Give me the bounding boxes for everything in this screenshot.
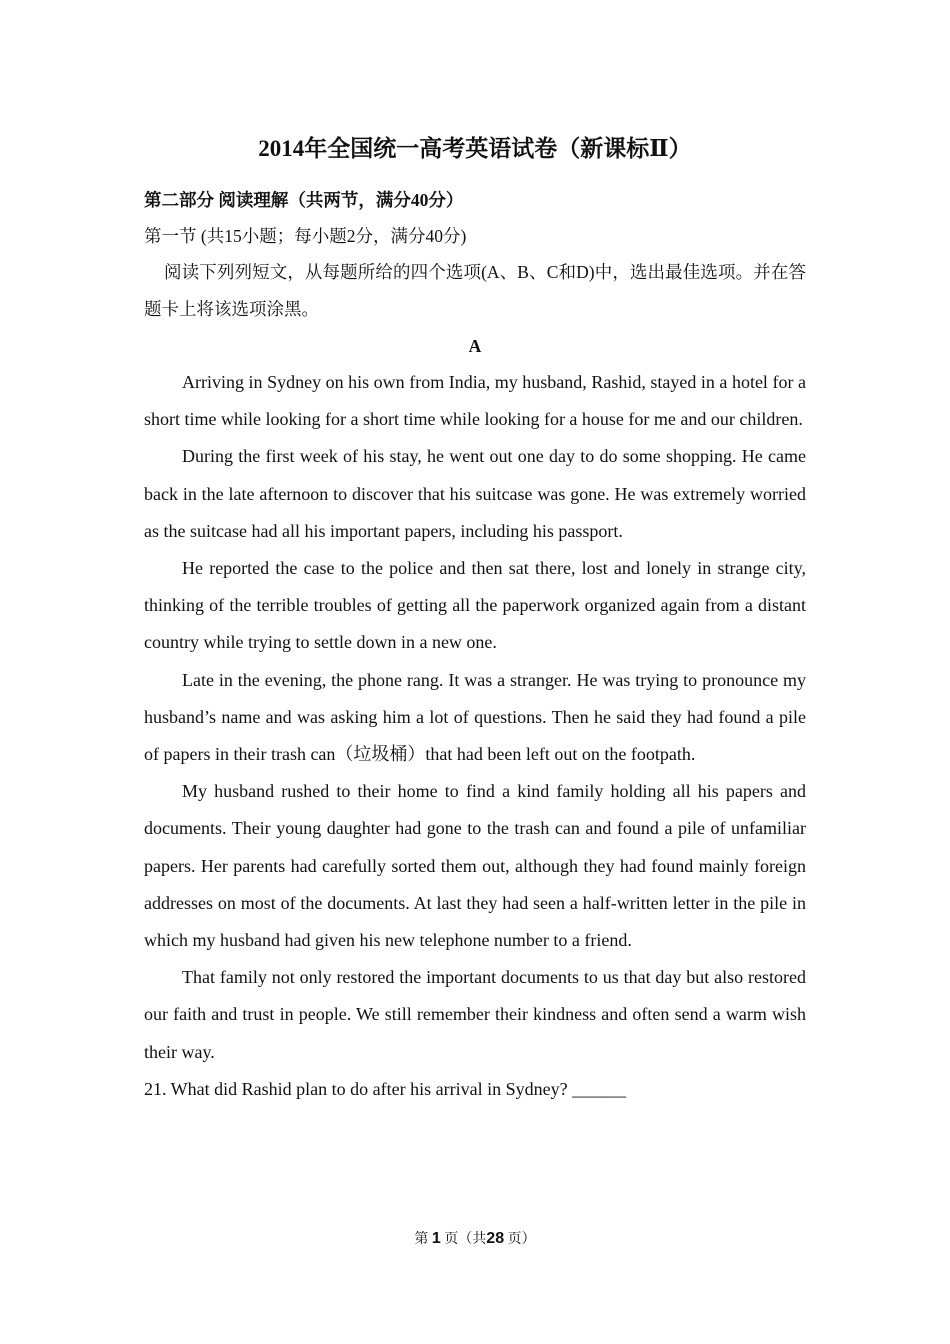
passage-paragraph: That family not only restored the important documents to us that day but also restored our faith and trust in people. We still remember their kindness and often send a warm wish their way. [144, 967, 806, 1062]
passage-paragraph: Arriving in Sydney on his own from India, my husband, Rashid, stayed in a hotel for a short time while looking for a short time while looking for a house for me and our children. [144, 372, 806, 430]
instructions: 阅读下列列短文，从每题所给的四个选项(A、B、C和D)中，选出最佳选项。并在答题卡上将该选项涂黑。 [144, 262, 806, 319]
passage-paragraph: He reported the case to the police and then sat there, lost and lonely in strange city, thinking of the terrible troubles of getting all the paperwork organized again from a distant country while trying to settle down in a new one. [144, 558, 806, 653]
exam-content [144, 182, 806, 1107]
passage-label: A [468, 336, 482, 356]
footer-middle: 页（共 [444, 1232, 487, 1247]
question-21: 21. What did Rashid plan to do after his arrival in Sydney? ______ [144, 1078, 627, 1099]
page-footer [0, 1228, 950, 1251]
page-number: 1 [431, 1230, 441, 1247]
page-total: 28 [486, 1230, 505, 1247]
part-heading: 第二部分 阅读理解（共两节，满分40分） [144, 190, 464, 210]
passage-paragraph: During the first week of his stay, he went out one day to do some shopping. He came back in the late afternoon to discover that his suitcase was gone. He was extremely worried as the suitcase had all his important papers, including his passport. [144, 446, 806, 541]
footer-prefix: 第 [414, 1232, 429, 1247]
section-heading: 第一节 (共15小题；每小题2分，满分40分) [144, 226, 467, 246]
passage-paragraph: My husband rushed to their home to find a kind family holding all his papers and documents. Their young daughter had gone to the trash can and found a pile of unfamiliar papers. Her parents had carefully sorted them out, although they had found mainly foreign addresses on most of the documents. At last they had seen a half-written letter in the pile in which my husband had given his new telephone number to a friend. [144, 781, 806, 951]
footer-suffix: 页） [507, 1232, 536, 1247]
passage-paragraph: Late in the evening, the phone rang. It was a stranger. He was trying to pronounce my husband’s name and was asking him a lot of questions. Then he said they had found a pile of papers in their trash can（垃圾桶）that had been left out on the footpath. [144, 669, 806, 765]
page-title: 2014年全国统一高考英语试卷（新课标Ⅱ） [258, 136, 692, 161]
